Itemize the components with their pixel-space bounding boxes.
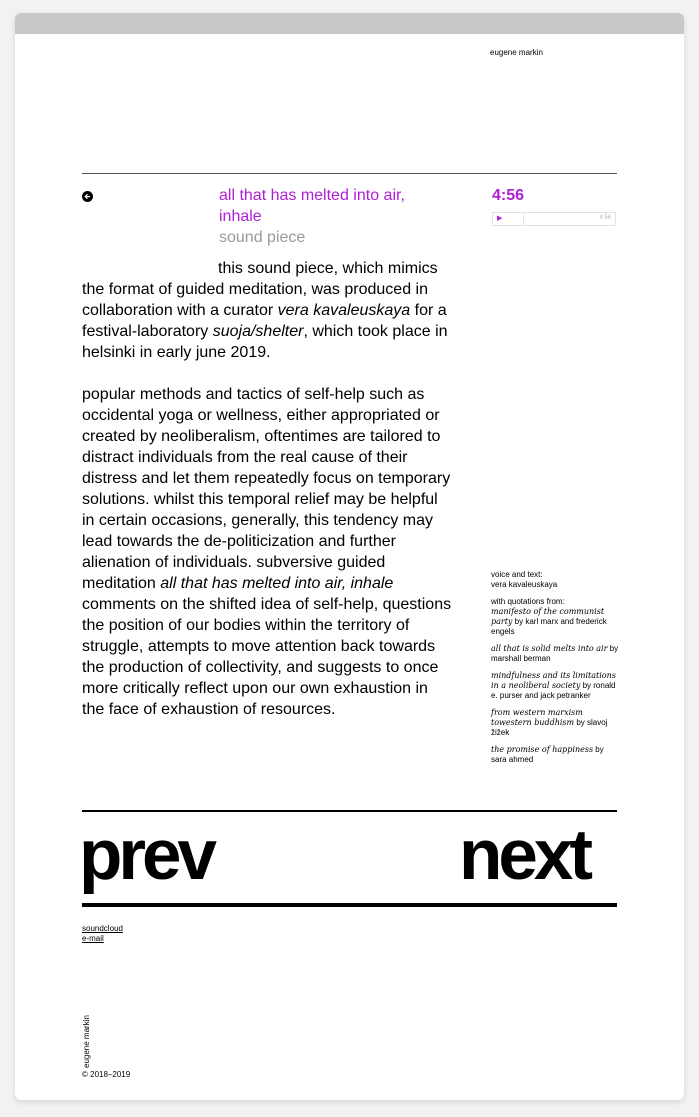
piece-duration: 4:56: [492, 187, 525, 204]
footer-vertical-name: eugene markin: [82, 1015, 91, 1068]
credit-quote: all that is solid melts into air by marshall berman: [491, 644, 619, 663]
credit-quote: the promise of happiness by sara ahmed: [491, 745, 604, 764]
player-track[interactable]: [523, 213, 524, 225]
site-author-link[interactable]: eugene markin: [490, 48, 543, 57]
audio-player: [492, 212, 616, 226]
description: [82, 258, 452, 741]
next-link[interactable]: next: [459, 816, 589, 895]
piece-title: all that has melted into air, inhale: [219, 187, 405, 225]
credit-quote: mindfulness and its limitations in a neoliberal society by ronald e. purser and jack petranker: [491, 671, 616, 700]
credit-voice: voice and text: vera kavaleuskaya: [491, 570, 558, 589]
credit-quote: with quotations from: manifesto of the communist party by karl marx and frederick engels: [491, 597, 607, 636]
player-time: 4:56: [599, 215, 611, 221]
back-arrow-icon[interactable]: [82, 191, 93, 202]
page-content: [15, 13, 684, 1100]
play-icon[interactable]: ▶: [497, 215, 503, 222]
nav-divider-bottom: [82, 903, 617, 907]
description-paragraph-2: popular methods and tactics of self-help such as occidental yoga or wellness, either appropriated or created by neoliberalism, oftentimes are tailored to distract individuals from the real cause of their distress and let them repeatedly focus on temporary solutions. whilst this temporal relief may be helpful in certain occasions, generally, this tendency may lead towards the de-politicization and further alienation of individuals. subversive guided meditation all that has melted into air, inhale comments on the shifted idea of self-help, questions the position of our bodies within the territory of struggle, attempts to move attention back towards the production of collectivity, and suggests to once more critically reflect upon our own exhaustion in the face of exhaustion of resources.: [82, 386, 452, 718]
top-divider: [82, 173, 617, 174]
prev-link[interactable]: prev: [79, 816, 213, 895]
email-link[interactable]: e-mail: [82, 934, 104, 943]
browser-window: [15, 13, 684, 1100]
soundcloud-link[interactable]: soundcloud: [82, 924, 123, 933]
credit-quote: from western marxism towestern buddhism by slavoj žižek: [491, 708, 608, 737]
footer-links: [82, 924, 123, 944]
description-paragraph-1: this sound piece, which mimics the format of guided meditation, was produced in collaboration with a curator vera kavaleuskaya for a festival-laboratory suoja/shelter, which took place in helsinki in early june 2019.: [82, 260, 448, 361]
copyright: © 2018–2019: [82, 1070, 131, 1079]
piece-type: sound piece: [219, 229, 306, 246]
credits: [491, 570, 619, 772]
nav-divider-top: [82, 810, 617, 812]
